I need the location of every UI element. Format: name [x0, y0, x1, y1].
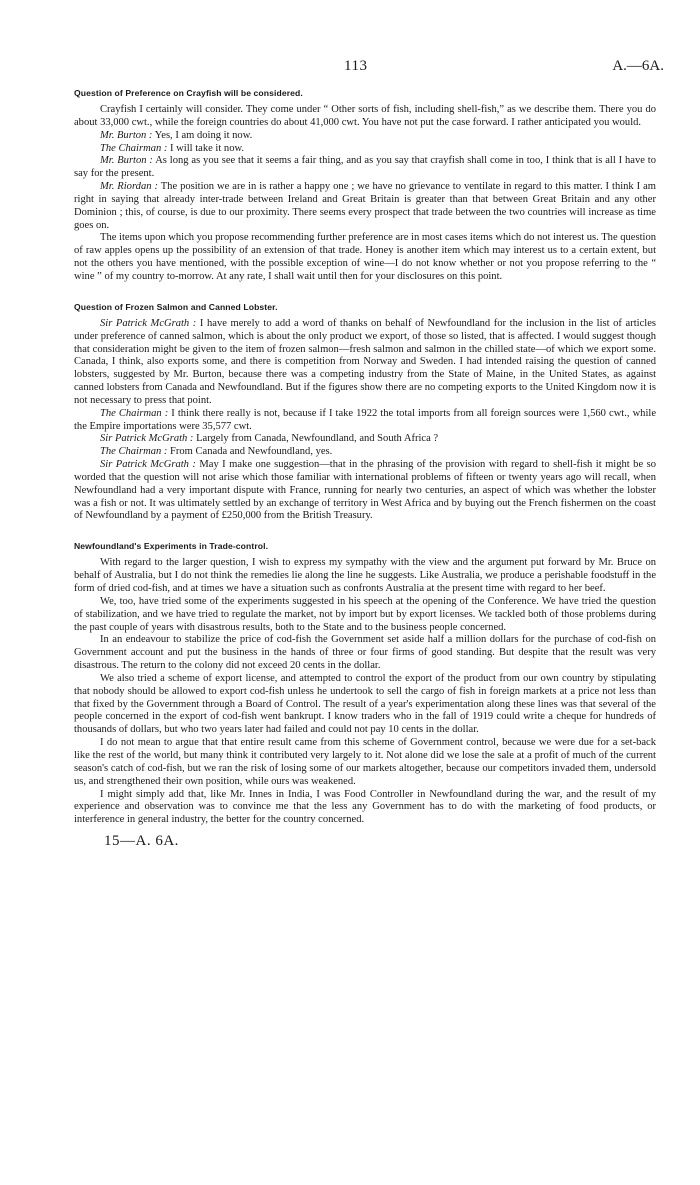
paragraph: [74, 446, 656, 459]
paragraph-text: The items upon which you propose recommending further preference are in most cases items which do not interest us. The question of raw apples opens up the possibility of an extension of that trade. Honey is another item which may interest us to a certain extent, but not the others you have mentioned, with the possible exception of wine—I do not know whether or not you propose referring to the “ wine ” of my country to-morrow. At any rate, I shall wait until then for your disclosures on this point.: [74, 232, 657, 282]
speaker-name: The Chairman :: [100, 142, 168, 154]
paragraph: [74, 634, 656, 673]
paragraph-text: We also tried a scheme of export license, and attempted to control the export of the product from our own country by stipulating that nobody should be allowed to export cod-fish unless he undertook to sell the cargo of fish in foreign markets at a price not less than that fixed by the Government through a Board of Control. The result of a year's experimentation along these lines was that several of the people concerned in the export of cod-fish went bankrupt. I know traders who in the fall of 1919 could write a cheque for hundreds of thousands of dollars, but who two years later had failed and could not pay 10 cents in the dollar.: [74, 672, 656, 736]
paragraph: [74, 557, 656, 596]
page-number: 113: [344, 58, 368, 74]
speaker-name: Mr. Burton :: [100, 155, 153, 167]
paragraph-text: With regard to the larger question, I wish to express my sympathy with the view and the argument put forward by Mr. Bruce on behalf of Australia, but I do not think the remedies lie along the line he suggests. Like Australia, we produce a perishable foodstuff in the form of dried cod-fish, and at times we have a situation such as confronts Australia at the present time with regard to her beef.: [74, 557, 656, 594]
paragraph-text: Largely from Canada, Newfoundland, and South Africa ?: [193, 433, 439, 445]
paragraph-text: I might simply add that, like Mr. Innes in India, I was Food Controller in Newfoundland during the war, and the result of my experience and observation was to convince me that the less any Government has to do with the marketing of food products, or interference in general industry, the better for the country concerned.: [74, 788, 656, 826]
document-reference: A.—6A.: [612, 58, 664, 74]
paragraph: [74, 737, 656, 788]
paragraph: [74, 104, 656, 130]
paragraph-text: Yes, I am doing it now.: [152, 129, 253, 141]
paragraph: [74, 143, 656, 156]
paragraph-text: I think there really is not, because if I take 1922 the total imports from all foreign sources were 1,560 cwt., while the Empire importations were 35,577 cwt.: [74, 407, 656, 432]
paragraph-text: I have merely to add a word of thanks on behalf of Newfoundland for the inclusion in the list of articles under preference of canned salmon, which is about the only product we export, of those so listed, that is affected. I would suggest though that consideration might be given to the item of frozen salmon—fresh salmon and salmon in the chilled state—of which we export some. Canada, I think, also exports some, and there is competition from Norway and Sweden. I had intended raising the question of canned lobsters, suggested by Mr. Burton, because there was a competing industry from the State of Maine, in the United States, as against canned lobsters from Canada and Newfoundland. But if the figures show there are no competing exports to the United Kingdom now it is not necessary to press that point.: [74, 317, 656, 406]
paragraph-text: I will take it now.: [167, 142, 245, 154]
paragraph: [74, 673, 656, 737]
paragraph: [74, 318, 656, 408]
paragraph: [74, 408, 656, 434]
paragraph: [74, 789, 656, 828]
speaker-name: Sir Patrick McGrath :: [100, 317, 197, 329]
paragraph: [74, 596, 656, 635]
speaker-name: Sir Patrick McGrath :: [100, 433, 194, 445]
speaker-name: The Chairman :: [100, 407, 169, 419]
paragraph-text: The position we are in is rather a happy one ; we have no grievance to ventilate in regard to this matter. I think I am right in saying that already inter-trade between Ireland and Great Britain is greater than that between Great Britain and any other Dominion ; this, of course, is due to our proximity. There seems every prospect that trade between the two countries will increase as time goes on.: [74, 181, 656, 231]
paragraph-text: We, too, have tried some of the experiments suggested in his speech at the opening of the Conference. We have tried the question of stabilization, and we have tried to regulate the market, not by import but by export licenses. We tackled both of those problems during the past couple of years with disastrous results, both to the State and to the business people concerned.: [74, 595, 656, 633]
page-header: [74, 58, 664, 80]
paragraph-text: May I make one suggestion—that in the phrasing of the provision with regard to shell-fish it might be so worded that the question will not arise which those familiar with international problems of fifteen or twenty years ago will recall, when Newfoundland had a very important dispute with France, running for nearly two centuries, an aspect of which was whether the lobster was a fish or not. It was ultimately settled by an exchange of territory in West Africa and by buying out the French fishermen on the coast of Newfoundland by a payment of £250,000 from the British Treasury.: [74, 459, 656, 522]
speaker-name: Mr. Burton :: [100, 129, 153, 141]
speaker-name: The Chairman :: [100, 446, 168, 458]
paragraph: [74, 232, 656, 283]
section-heading: Newfoundland's Experiments in Trade-control.: [74, 541, 269, 552]
speaker-name: Sir Patrick McGrath :: [100, 459, 196, 471]
paragraph-text: In an endeavour to stabilize the price of cod-fish the Government set aside half a million dollars for the purchase of cod-fish on Government account and put the business in the hands of three or four firms of good standing. But despite that the result was very disastrous. The return to the colony did not exceed 20 cents in the dollar.: [74, 634, 656, 672]
speaker-name: Mr. Riordan :: [100, 181, 158, 193]
paragraph: [74, 130, 656, 143]
paragraph-text: I do not mean to argue that that entire result came from this scheme of Government control, because we were due for a set-back like the rest of the world, but many think it contributed very largely to it. Not alone did we lose the sale at a profit of much of the current season's catch of cod-fish, but we ran the risk of losing some of our markets altogether, because our competitors invaded them, undersold us, and strengthened their own position, while ours was weakened.: [74, 737, 656, 787]
document-body: [74, 88, 656, 827]
document-page: [74, 58, 664, 850]
paragraph: [74, 155, 656, 181]
section-heading: Question of Frozen Salmon and Canned Lobster.: [74, 301, 278, 312]
paragraph-text: Crayfish I certainly will consider. They come under “ Other sorts of fish, including shell-fish,” as we describe them. There you do about 33,000 cwt., while the foreign countries do about 41,000 cwt. You have not put the case forward. I rather anticipated you would.: [74, 104, 656, 128]
section-heading: Question of Preference on Crayfish will be considered.: [74, 88, 303, 98]
paragraph: [74, 433, 656, 446]
section-gap: [74, 284, 656, 294]
section-gap: [74, 523, 656, 533]
paragraph: [74, 181, 656, 232]
printer-signature: 15—A. 6A.: [104, 833, 179, 850]
paragraph-text: From Canada and Newfoundland, yes.: [167, 446, 333, 458]
paragraph-text: As long as you see that it seems a fair thing, and as you say that crayfish shall come in too, I think that is all I have to say for the present.: [74, 155, 656, 180]
paragraph: [74, 459, 656, 523]
